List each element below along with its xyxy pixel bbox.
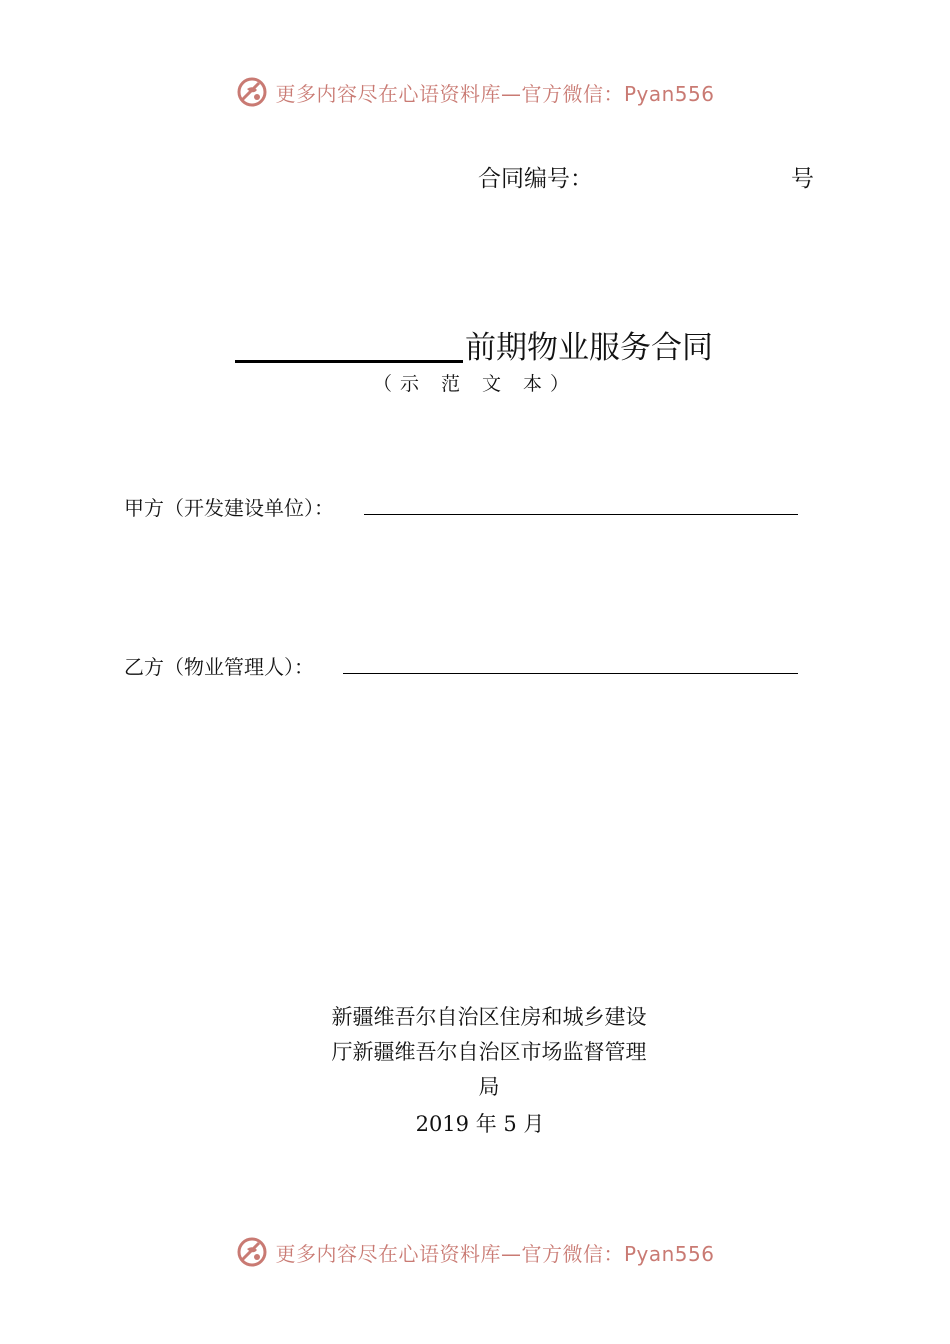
watermark-logo-icon [235, 75, 269, 109]
title-blank-line [235, 360, 463, 363]
issuer-line-1: 新疆维吾尔自治区住房和城乡建设 [331, 1005, 647, 1029]
party-a-label: 甲方（开发建设单位）： [124, 496, 334, 520]
party-a-blank-line [364, 514, 798, 515]
document-title: 前期物业服务合同 [465, 330, 713, 366]
issue-date: 2019 年 5 月 [415, 1112, 545, 1136]
watermark-logo-icon [235, 1235, 269, 1269]
party-b-blank-line [343, 673, 798, 674]
party-b-label: 乙方（物业管理人）： [124, 655, 314, 679]
issuer-line-3: 局 [478, 1075, 500, 1099]
watermark-text: 更多内容尽在心语资料库—官方微信：Pyan556 [275, 1241, 715, 1266]
watermark-text: 更多内容尽在心语资料库—官方微信：Pyan556 [275, 81, 715, 106]
contract-number-suffix: 号 [791, 166, 814, 192]
contract-number-label: 合同编号： [478, 166, 593, 192]
document-subtitle: （示 范 文 本） [372, 373, 578, 395]
issuer-line-2: 厅新疆维吾尔自治区市场监督管理 [331, 1040, 647, 1064]
watermark-top [0, 72, 950, 112]
watermark-bottom [0, 1232, 950, 1272]
